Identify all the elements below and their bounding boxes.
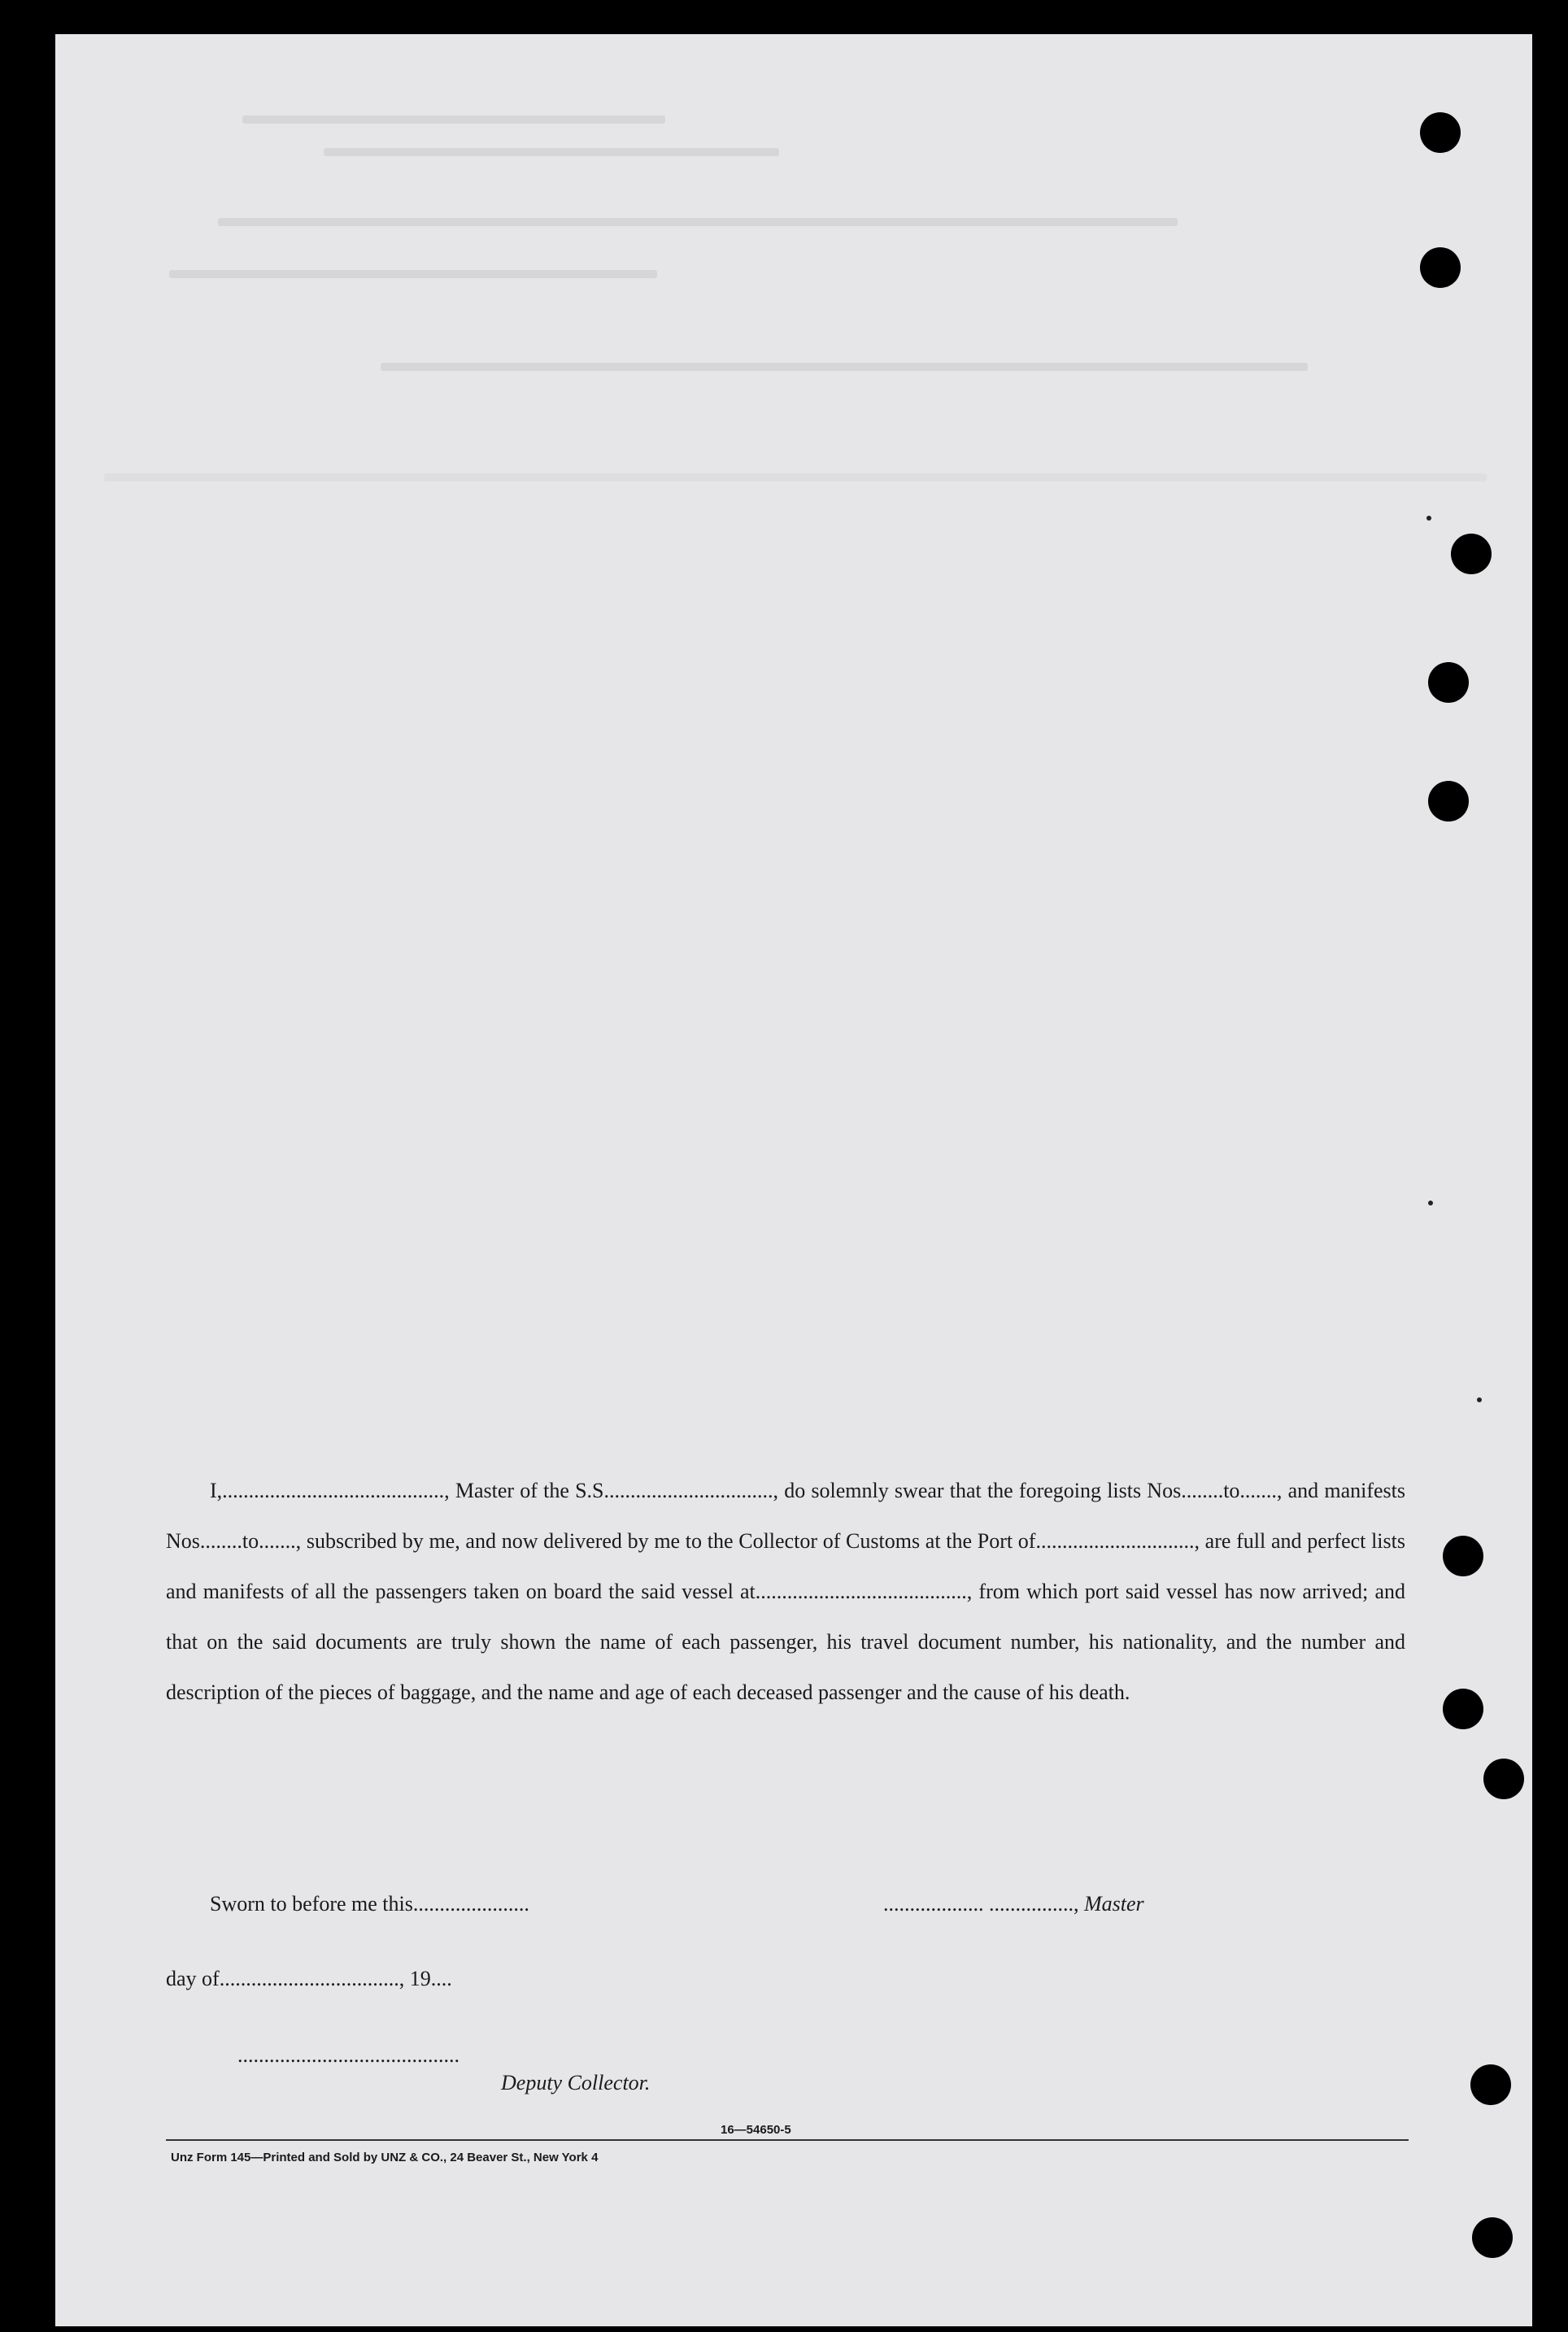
bleed-through-mark bbox=[218, 218, 1178, 226]
punch-hole bbox=[1443, 1536, 1483, 1576]
punch-hole bbox=[1451, 534, 1492, 574]
punch-hole bbox=[1470, 2064, 1511, 2105]
bleed-through-mark bbox=[242, 116, 665, 124]
bleed-through-mark bbox=[324, 148, 779, 156]
master-signature-dots: ................... ................, bbox=[883, 1892, 1079, 1916]
footer-rule bbox=[166, 2139, 1409, 2141]
form-number: 16—54650-5 bbox=[721, 2123, 791, 2137]
collector-signature-dots: .......................................... bbox=[237, 2043, 460, 2067]
punch-hole bbox=[1483, 1759, 1524, 1799]
sworn-before-line bbox=[210, 1892, 529, 1916]
printer-credit: Unz Form 145—Printed and Sold by UNZ & CO., 24 Beaver St., New York 4 bbox=[171, 2151, 599, 2164]
punch-hole bbox=[1472, 2217, 1513, 2258]
document-page bbox=[55, 34, 1532, 2326]
punch-hole bbox=[1443, 1689, 1483, 1729]
bleed-through-mark bbox=[104, 473, 1487, 482]
day-of-line bbox=[166, 1967, 452, 1991]
punch-hole bbox=[1420, 247, 1461, 288]
oath-statement bbox=[166, 1466, 1405, 1718]
bleed-through-mark bbox=[381, 363, 1308, 371]
speck bbox=[1477, 1397, 1482, 1402]
punch-hole bbox=[1420, 112, 1461, 153]
punch-hole bbox=[1428, 662, 1469, 703]
speck bbox=[1428, 1201, 1433, 1205]
oath-text: I,.........................................., Master of the S.S................................, do solemnly swear that the foregoing lists Nos........to......., and manifests Nos........to......., subscribed by me, and now delivered by me to the Collector of Customs at the Port of.............................., are full and perfect lists and manifests of all the passengers taken on board the said vessel at........................................, from which port said vessel has now arrived; and that on the said documents are truly shown the name of each passenger, his travel document number, his nationality, and the number and description of the pieces of baggage, and the name and age of each deceased passenger and the cause of his death. bbox=[166, 1479, 1405, 1704]
bleed-through-mark bbox=[169, 270, 657, 278]
master-label: Master bbox=[1084, 1892, 1144, 1916]
deputy-collector-label: Deputy Collector. bbox=[501, 2071, 651, 2094]
punch-hole bbox=[1428, 781, 1469, 822]
sworn-label: Sworn to before me this...................... bbox=[210, 1892, 529, 1916]
speck bbox=[1426, 516, 1431, 521]
day-of-text: day of.................................., 19.... bbox=[166, 1967, 452, 1990]
master-signature-line bbox=[883, 1892, 1144, 1916]
